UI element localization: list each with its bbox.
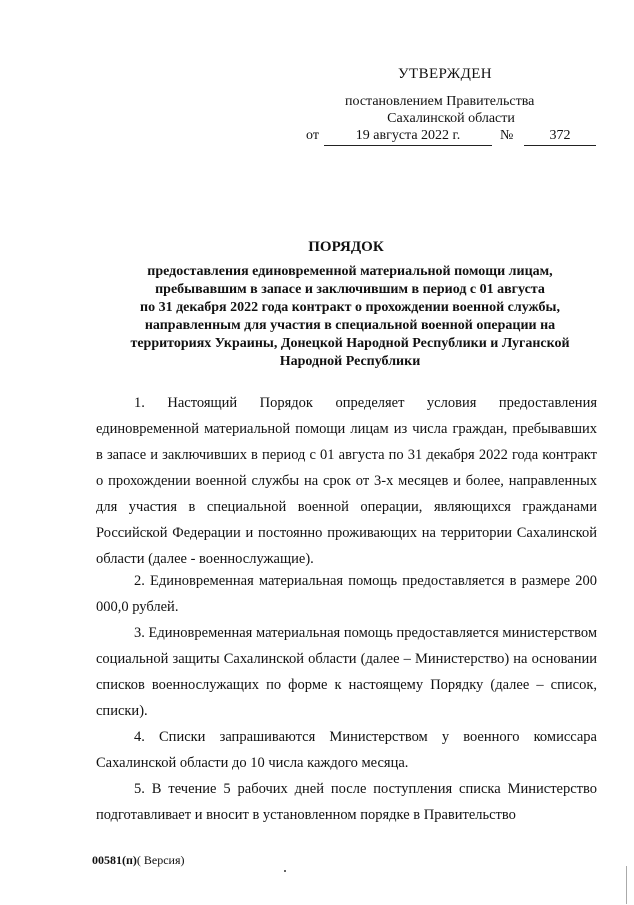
- page-edge-mark: [626, 866, 627, 904]
- document-code: 00581(п): [92, 853, 137, 867]
- subtitle-line: территориях Украины, Донецкой Народной Республики и Луганской: [130, 336, 570, 351]
- paragraph-4: 4. Списки запрашиваются Министерством у военного комиссара Сахалинской области до 10 числа каждого месяца.: [96, 729, 597, 771]
- approval-number: 372: [524, 128, 596, 146]
- document-subtitle: [90, 263, 610, 371]
- date-prefix: от: [306, 128, 319, 143]
- document-title: ПОРЯДОК: [308, 239, 384, 255]
- approval-date: 19 августа 2022 г.: [324, 128, 492, 146]
- approval-line-1: постановлением Правительства: [345, 94, 535, 109]
- paragraph-5: 5. В течение 5 рабочих дней после поступления списка Министерство подготавливает и вносит в установленном порядке в Правительство: [96, 781, 597, 823]
- document-version: ( Версия): [136, 853, 185, 867]
- approval-stamp-title: УТВЕРЖДЕН: [398, 66, 493, 82]
- number-sign: №: [500, 128, 514, 143]
- document-footer: [92, 853, 185, 868]
- subtitle-line: направленным для участия в специальной военной операции на: [144, 318, 556, 333]
- subtitle-line: Народной Республики: [279, 354, 421, 369]
- subtitle-line: предоставления единовременной материальной помощи лицам,: [147, 264, 553, 279]
- subtitle-line: пребывавшим в запасе и заключившим в период с 01 августа: [155, 282, 545, 297]
- scan-dot: [284, 870, 286, 872]
- paragraph-3: 3. Единовременная материальная помощь предоставляется министерством социальной защиты Сахалинской области (далее – Министерство) на основании списков военнослужащих по форме к настоящему Порядку (далее – список, списки).: [96, 625, 597, 719]
- paragraph-2: 2. Единовременная материальная помощь предоставляется в размере 200 000,0 рублей.: [96, 573, 597, 615]
- approval-line-2: Сахалинской области: [387, 111, 515, 126]
- paragraph-1: 1. Настоящий Порядок определяет условия предоставления единовременной материальной помощи лицам из числа граждан, пребывавших в запасе и заключивших в период с 01 августа по 31 декабря 2022 года контракт о прохождении военной службы на срок от 3-х месяцев и более, направленных для участия в специальной военной операции, являющихся гражданами Российской Федерации и постоянно проживающих на территории Сахалинской области (далее - военнослужащие).: [96, 395, 597, 567]
- subtitle-line: по 31 декабря 2022 года контракт о прохождении военной службы,: [140, 300, 560, 315]
